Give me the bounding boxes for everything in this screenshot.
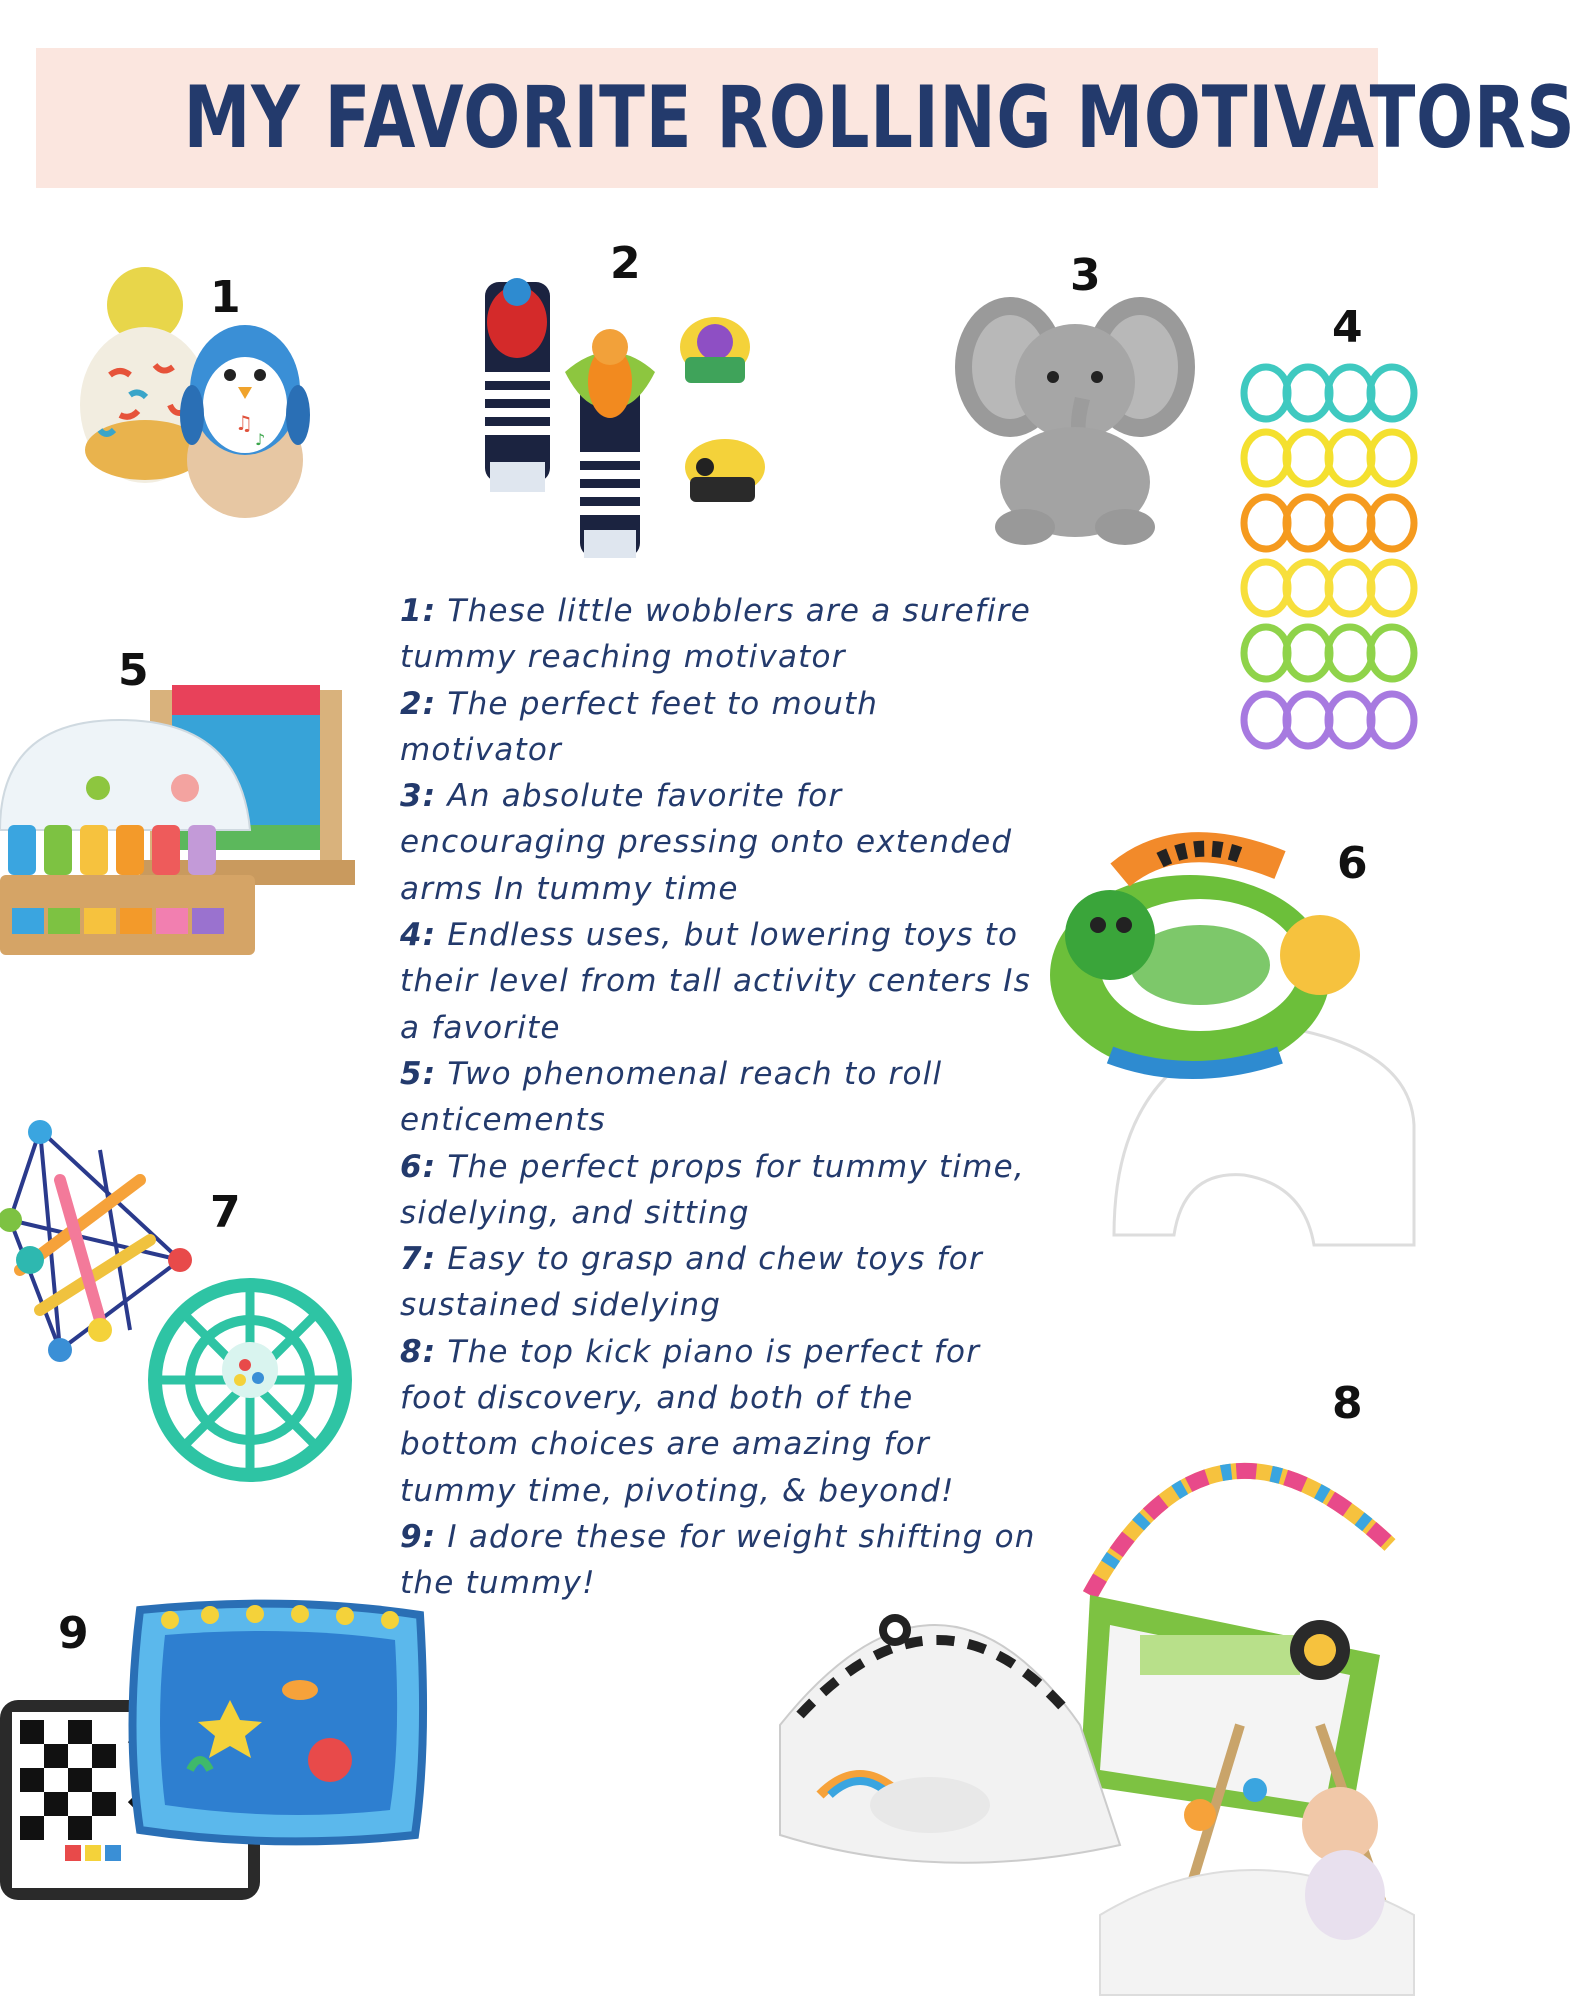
tummy-time-props-image	[1050, 825, 1414, 1245]
page-title: MY FAVORITE ROLLING MOTIVATORS	[183, 68, 1575, 168]
description-item-3: 3: An absolute favorite for encouraging pressing onto extended arms In tummy time	[400, 778, 1013, 907]
water-play-mats-image	[0, 1600, 440, 1930]
wobbler-toys-image	[60, 255, 330, 525]
number-7: 7	[210, 1187, 241, 1238]
spinning-drum-and-xylophone-image	[0, 670, 360, 980]
number-5: 5	[118, 645, 149, 696]
description-item-4: 4: Endless uses, but lowering toys to their level from tall activity centers Is a favorite	[400, 917, 1031, 1046]
svg-text:♪: ♪	[255, 430, 266, 449]
link-rings-image	[1238, 358, 1414, 758]
number-3: 3	[1070, 250, 1101, 301]
svg-text:♫: ♫	[235, 411, 253, 435]
description-item-7: 7: Easy to grasp and chew toys for sustained sidelying	[400, 1241, 983, 1324]
number-9: 9	[58, 1608, 89, 1659]
number-8: 8	[1332, 1378, 1363, 1429]
grasping-toys-image	[0, 1120, 360, 1490]
foot-rattle-socks-image	[480, 262, 780, 562]
description-item-2: 2: The perfect feet to mouth motivator	[400, 685, 879, 768]
play-gyms-image	[760, 1395, 1414, 2000]
number-4: 4	[1332, 302, 1363, 353]
description-item-1: 1: These little wobblers are a surefire tummy reaching motivator	[400, 593, 1032, 676]
description-item-6: 6: The perfect props for tummy time, sidelying, and sitting	[400, 1148, 1025, 1231]
peekaboo-elephant-image	[955, 272, 1195, 552]
description-item-8: 8: The top kick piano is perfect for foot discovery, and both of the bottom choices are amazing for tummy time, pivoting, & beyond!	[400, 1333, 981, 1509]
number-2: 2	[610, 238, 641, 289]
description-item-9: 9: I adore these for weight shifting on the tummy!	[400, 1518, 1036, 1602]
number-1: 1	[210, 272, 241, 323]
number-6: 6	[1337, 838, 1368, 889]
description-item-5: 5: Two phenomenal reach to roll enticements	[400, 1055, 943, 1139]
